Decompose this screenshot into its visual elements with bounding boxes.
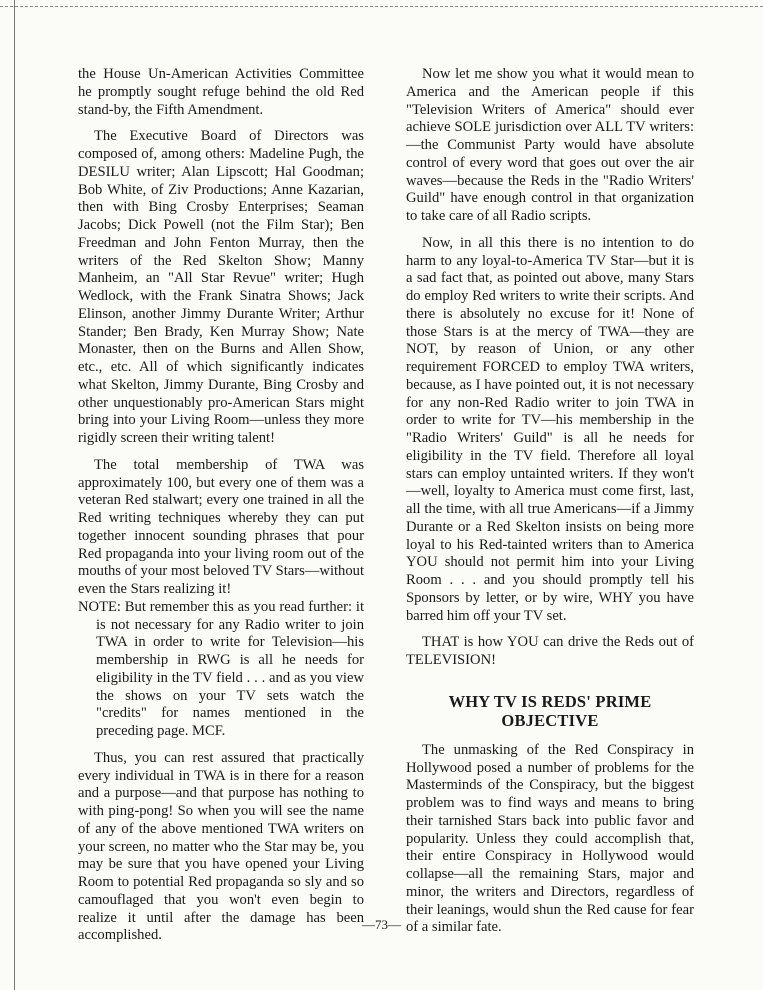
left-paragraph-3: The total membership of TWA was approximately 100, but every one of them was a veteran Red stalwart; every one trained in all the Red writing techniques whereby they can put together innocent sounding phrases that pour Red propaganda into your living room out of the mouths of your most beloved TV Stars—without even the Stars realizing it! — [78, 456, 364, 597]
left-paragraph-1: the House Un-American Activities Committee he promptly sought refuge behind the old Red stand-by, the Fifth Amendment. — [78, 66, 364, 118]
section-heading — [406, 692, 694, 730]
right-paragraph-1: Now let me show you what it would mean to America and the American people if this "Television Writers of America" should ever achieve SOLE jurisdiction over ALL TV writers:—the Communist Party would have absolute control of every word that goes out over the air waves—because the Reds in the "Radio Writers' Guild" have enough control in that organization to take care of all Radio scripts. — [406, 66, 694, 224]
note-paragraph: NOTE: But remember this as you read further: it is not necessary for any Radio writer to join TWA in order to write for Television—his membership in RWG is all he needs for eligibility in the TV field . . . and as you view the shows on your TV sets watch the "credits" for names mentioned in the preceding page. MCF. — [78, 598, 364, 739]
page-left-margin-line — [14, 0, 15, 990]
section-heading-line-1: WHY TV IS REDS' PRIME — [448, 691, 652, 711]
right-paragraph-2: Now, in all this there is no intention to do harm to any loyal-to-America TV Star—but it is a sad fact that, as pointed out above, many Stars do employ Red writers to write their scripts. And there is absolutely no excuse for it! None of those Stars is at the mercy of TWA—they are NOT, by reason of Union, or any other requirement FORCED to employ TWA writers, because, as I have pointed out, it is not necessary for any non-Red Radio writer to join TWA in order to write for TV—his membership in the "Radio Writers' Guild" is all he needs for eligibility in the TV field. Therefore all loyal stars can employ untainted writers. If they won't—well, loyalty to America must come first, last, all the time, with all true Americans—if a Jimmy Durante or a Red Skelton insists on being more loyal to his Red-tainted writers than to America YOU should not permit him into your Living Room . . . and you should promptly tell his Sponsors by letter, or by wire, WHY you have barred him off your TV set. — [406, 234, 694, 624]
right-column — [406, 66, 694, 937]
section-heading-line-2: OBJECTIVE — [501, 710, 599, 730]
left-paragraph-2: The Executive Board of Directors was composed of, among others: Madeline Pugh, the DESILU writer; Alan Lipscott; Hal Goodman; Bob White, of Ziv Productions; Anne Kazarian, then with Bing Crosby Enterprises; Seaman Jacobs; Dick Powell (not the Film Star); Ben Freedman and John Fenton Murray, then the writers of the Red Skelton Show; Manny Manheim, an "All Star Revue" writer; Hugh Wedlock, with the Frank Sinatra Shows; Jack Elinson, another Jimmy Durante Writer; Arthur Stander; Ben Brady, Ken Murray Show; Nate Monaster, then on the Burns and Allen Show, etc., etc. All of which significantly indicates what Skelton, Jimmy Durante, Bing Crosby and other unquestionably pro-American Stars might bring into your Living Room—unless they more rigidly screen their writing talent! — [78, 128, 364, 446]
page-number: —73— — [362, 917, 401, 932]
right-paragraph-4: The unmasking of the Red Conspiracy in Hollywood posed a number of problems for the Masterminds of the Conspiracy, but the biggest problem was to find ways and means to bring their tarnished Stars back into public favor and popularity. Unless they could accomplish that, their entire Conspiracy in Hollywood would collapse—all the remaining Stars, major and minor, the writers and Directors, regardless of their leanings, would shun the Red cause for fear of a similar fate. — [406, 741, 694, 936]
left-paragraph-4: Thus, you can rest assured that practically every individual in TWA is in there for a reason and a purpose—and that purpose has nothing to with ping-pong! So when you will see the name of any of the above mentioned TWA writers on your screen, no matter who the Star may be, you may be sure that you have opened your Living Room to potential Red propaganda so sly and so camouflaged that you won't even begin to realize it until after the damage has been accomplished. — [78, 749, 364, 944]
page-top-border — [0, 0, 763, 7]
left-column — [78, 66, 364, 945]
right-paragraph-3: THAT is how YOU can drive the Reds out of TELEVISION! — [406, 634, 694, 668]
